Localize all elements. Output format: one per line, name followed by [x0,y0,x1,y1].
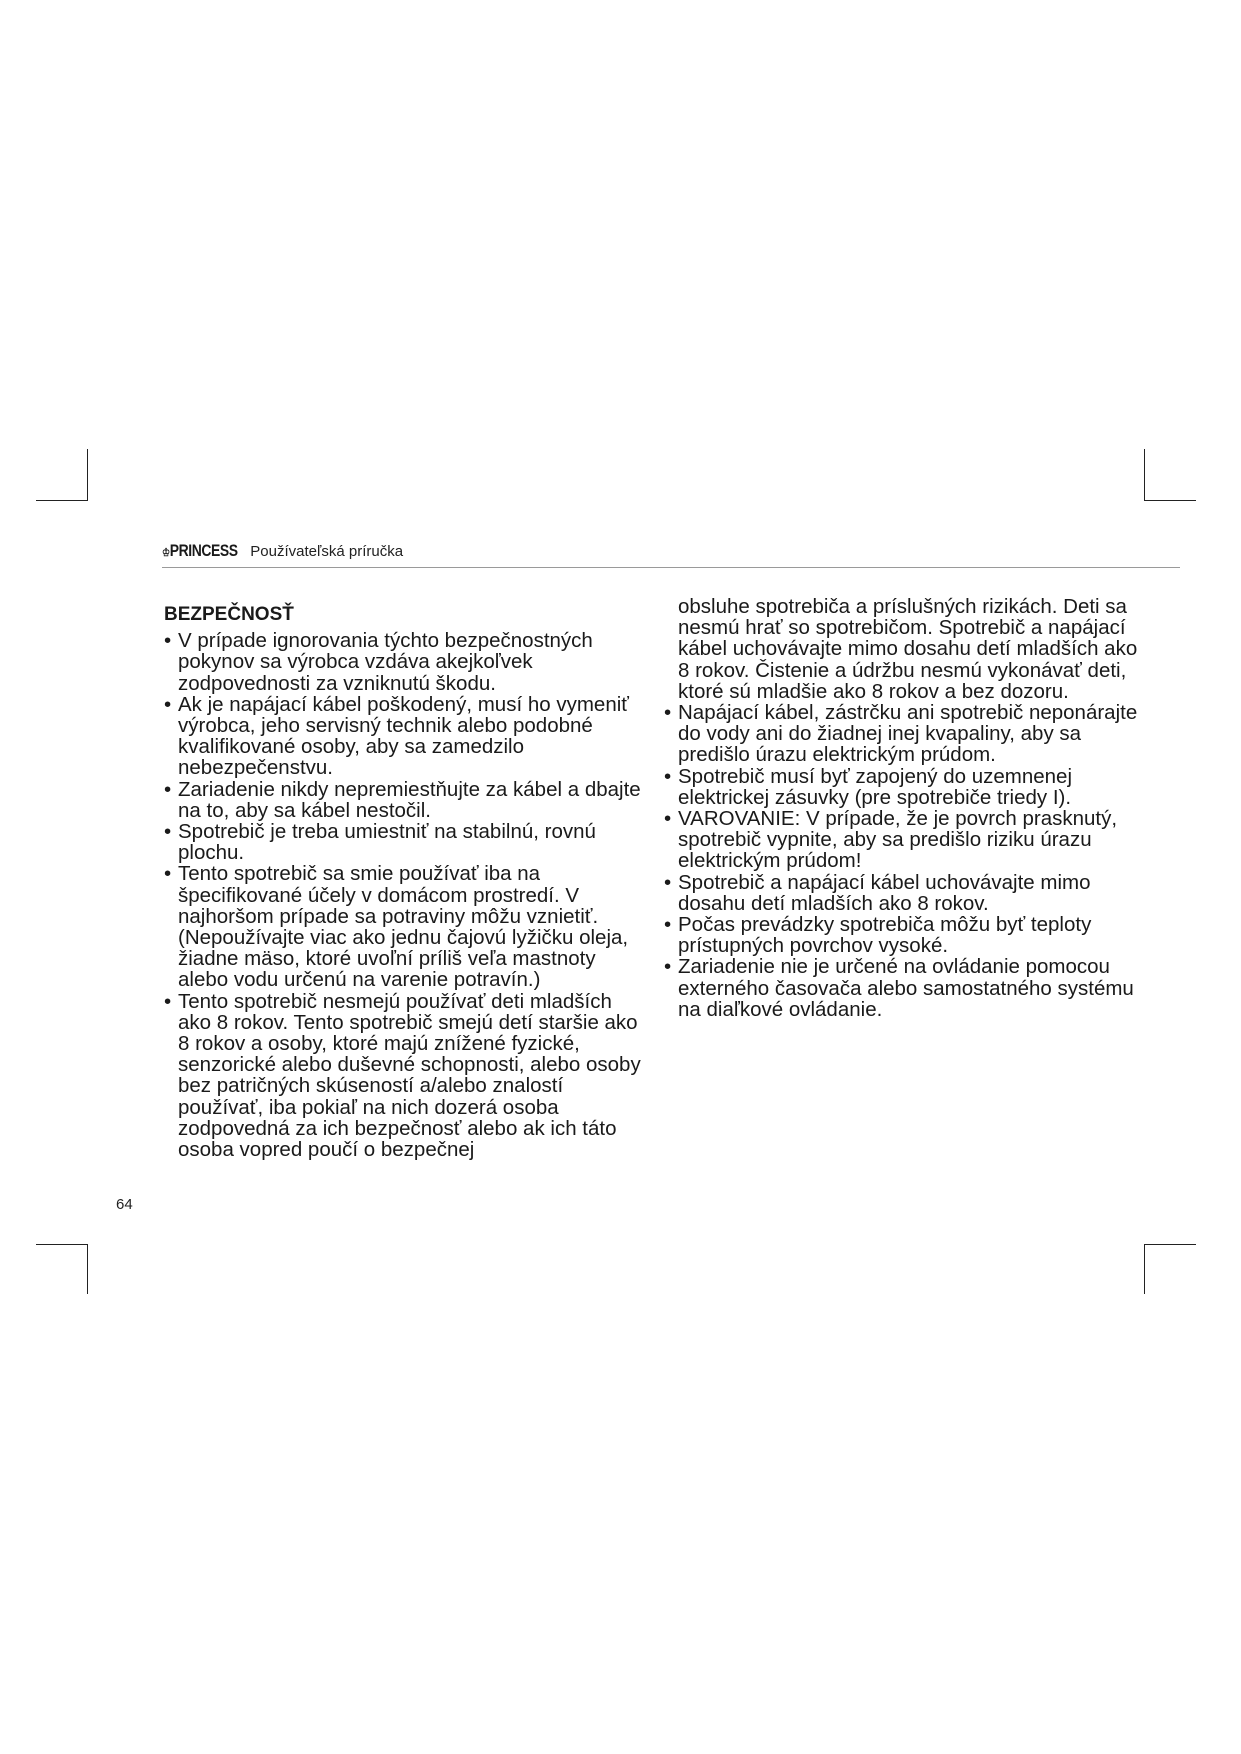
brand-logo [162,541,238,561]
list-item: • Spotrebič musí byť zapojený do uzemnenej elektrickej zásuvky (pre spotrebiče triedy I). [662,766,1142,808]
brand-name: PRINCESS [169,541,238,560]
list-item: • Napájací kábel, zástrčku ani spotrebič neponárajte do vody ani do žiadnej inej kvapaliny, aby sa predišlo úrazu elektrickým prúdom. [662,702,1142,766]
left-column [162,594,642,1160]
safety-list-left [162,630,642,1160]
list-item: • V prípade ignorovania týchto bezpečnostných pokynov sa výrobca vzdáva akejkoľvek zodpovednosti za vzniknutú škodu. [162,630,642,694]
header-divider [162,567,1180,568]
list-item-continuation: obsluhe spotrebiča a príslušných rizikách. Deti sa nesmú hrať so spotrebičom. Spotrebič a napájací kábel uchovávajte mimo dosahu detí mladších ako 8 rokov. Čistenie a údržbu nesmú vykonávať deti, ktoré sú mladšie ako 8 rokov a bez dozoru. [678,595,1138,703]
manual-subtitle: Používateľská príručka [250,543,404,560]
crown-icon: ♔ [162,547,170,559]
section-heading: BEZPEČNOSŤ [164,604,294,625]
list-item: • Ak je napájací kábel poškodený, musí ho vymeniť výrobca, jeho servisný technik alebo podobné kvalifikované osoby, aby sa zamedzilo nebezpečenstvu. [162,694,642,779]
list-item: • Počas prevádzky spotrebiča môžu byť teploty prístupných povrchov vysoké. [662,914,1142,956]
list-item: • VAROVANIE: V prípade, že je povrch prasknutý, spotrebič vypnite, aby sa predišlo riziku úrazu elektrickým prúdom! [662,808,1142,872]
safety-list-right [662,596,1142,1020]
page-number: 64 [116,1196,133,1213]
list-item: • Tento spotrebič sa smie používať iba na špecifikované účely v domácom prostredí. V najhoršom prípade sa potraviny môžu vznietiť. (Nepoužívajte viac ako jednu čajovú lyžičku oleja, žiadne mäso, ktoré uvoľní príliš veľa mastnoty alebo vodu určenú na varenie potravín.) [162,863,642,990]
list-item: • Spotrebič a napájací kábel uchovávajte mimo dosahu detí mladších ako 8 rokov. [662,872,1142,914]
list-item: • Tento spotrebič nesmejú používať deti mladších ako 8 rokov. Tento spotrebič smejú detí staršie ako 8 rokov a osoby, ktoré majú znížené fyzické, senzorické alebo duševné schopnosti, alebo osoby bez patričných skúseností a/alebo znalostí používať, iba pokiaľ na nich dozerá osoba zodpovedná za ich bezpečnosť alebo ak ich táto osoba vopred poučí o bezpečnej [162,991,642,1161]
page-header [162,541,403,561]
right-column [662,596,1142,1020]
list-item: • Zariadenie nie je určené na ovládanie pomocou externého časovača alebo samostatného systému na diaľkové ovládanie. [662,956,1142,1020]
list-item: • Zariadenie nikdy nepremiestňujte za kábel a dbajte na to, aby sa kábel nestočil. [162,779,642,821]
list-item: • Spotrebič je treba umiestniť na stabilnú, rovnú plochu. [162,821,642,863]
